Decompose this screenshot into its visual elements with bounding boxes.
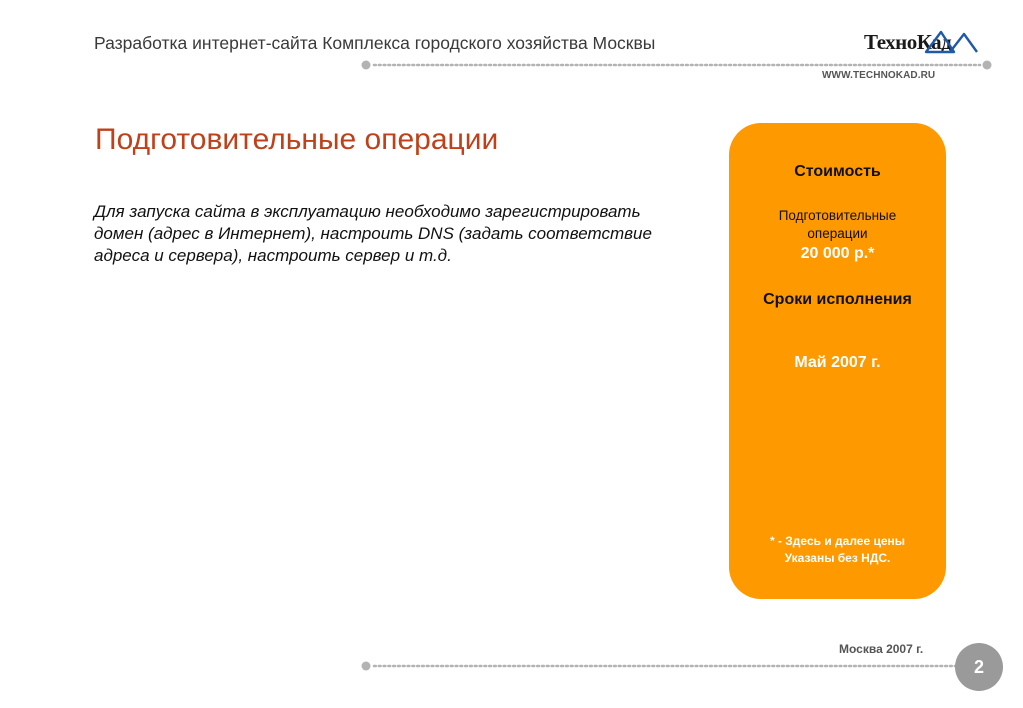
cost-item-label: Подготовительные операции bbox=[778, 208, 897, 241]
footer-city-year: Москва 2007 г. bbox=[839, 642, 924, 656]
presentation-title: Разработка интернет-сайта Комплекса городского хозяйства Москвы bbox=[94, 33, 656, 53]
logo-arrow-right bbox=[950, 34, 977, 52]
cost-price: 20 000 р.* bbox=[800, 245, 875, 262]
slide-title: Подготовительные операции bbox=[95, 123, 499, 156]
deadline-heading: Сроки исполнения bbox=[763, 291, 912, 308]
deadline-value: Май 2007 г. bbox=[794, 354, 881, 371]
price-footnote: * - Здесь и далее цены Указаны без НДС. bbox=[769, 534, 906, 565]
slide-body-text: Для запуска сайта в эксплуатацию необходимо зарегистрировать домен (адрес в Интернет), настроить DNS (задать соответствие адреса и сервера), настроить сервер и т.д. bbox=[94, 202, 652, 265]
cost-panel bbox=[729, 123, 946, 599]
logo-graphic bbox=[864, 28, 980, 58]
logo-text: ТехноКад bbox=[864, 30, 952, 54]
website-url: WWW.TECHNOKAD.RU bbox=[822, 70, 936, 81]
page-number-badge: 2 bbox=[955, 643, 1003, 691]
technokad-logo bbox=[864, 28, 980, 58]
cost-heading: Стоимость bbox=[794, 163, 881, 180]
footer-dotted-divider bbox=[360, 659, 960, 673]
